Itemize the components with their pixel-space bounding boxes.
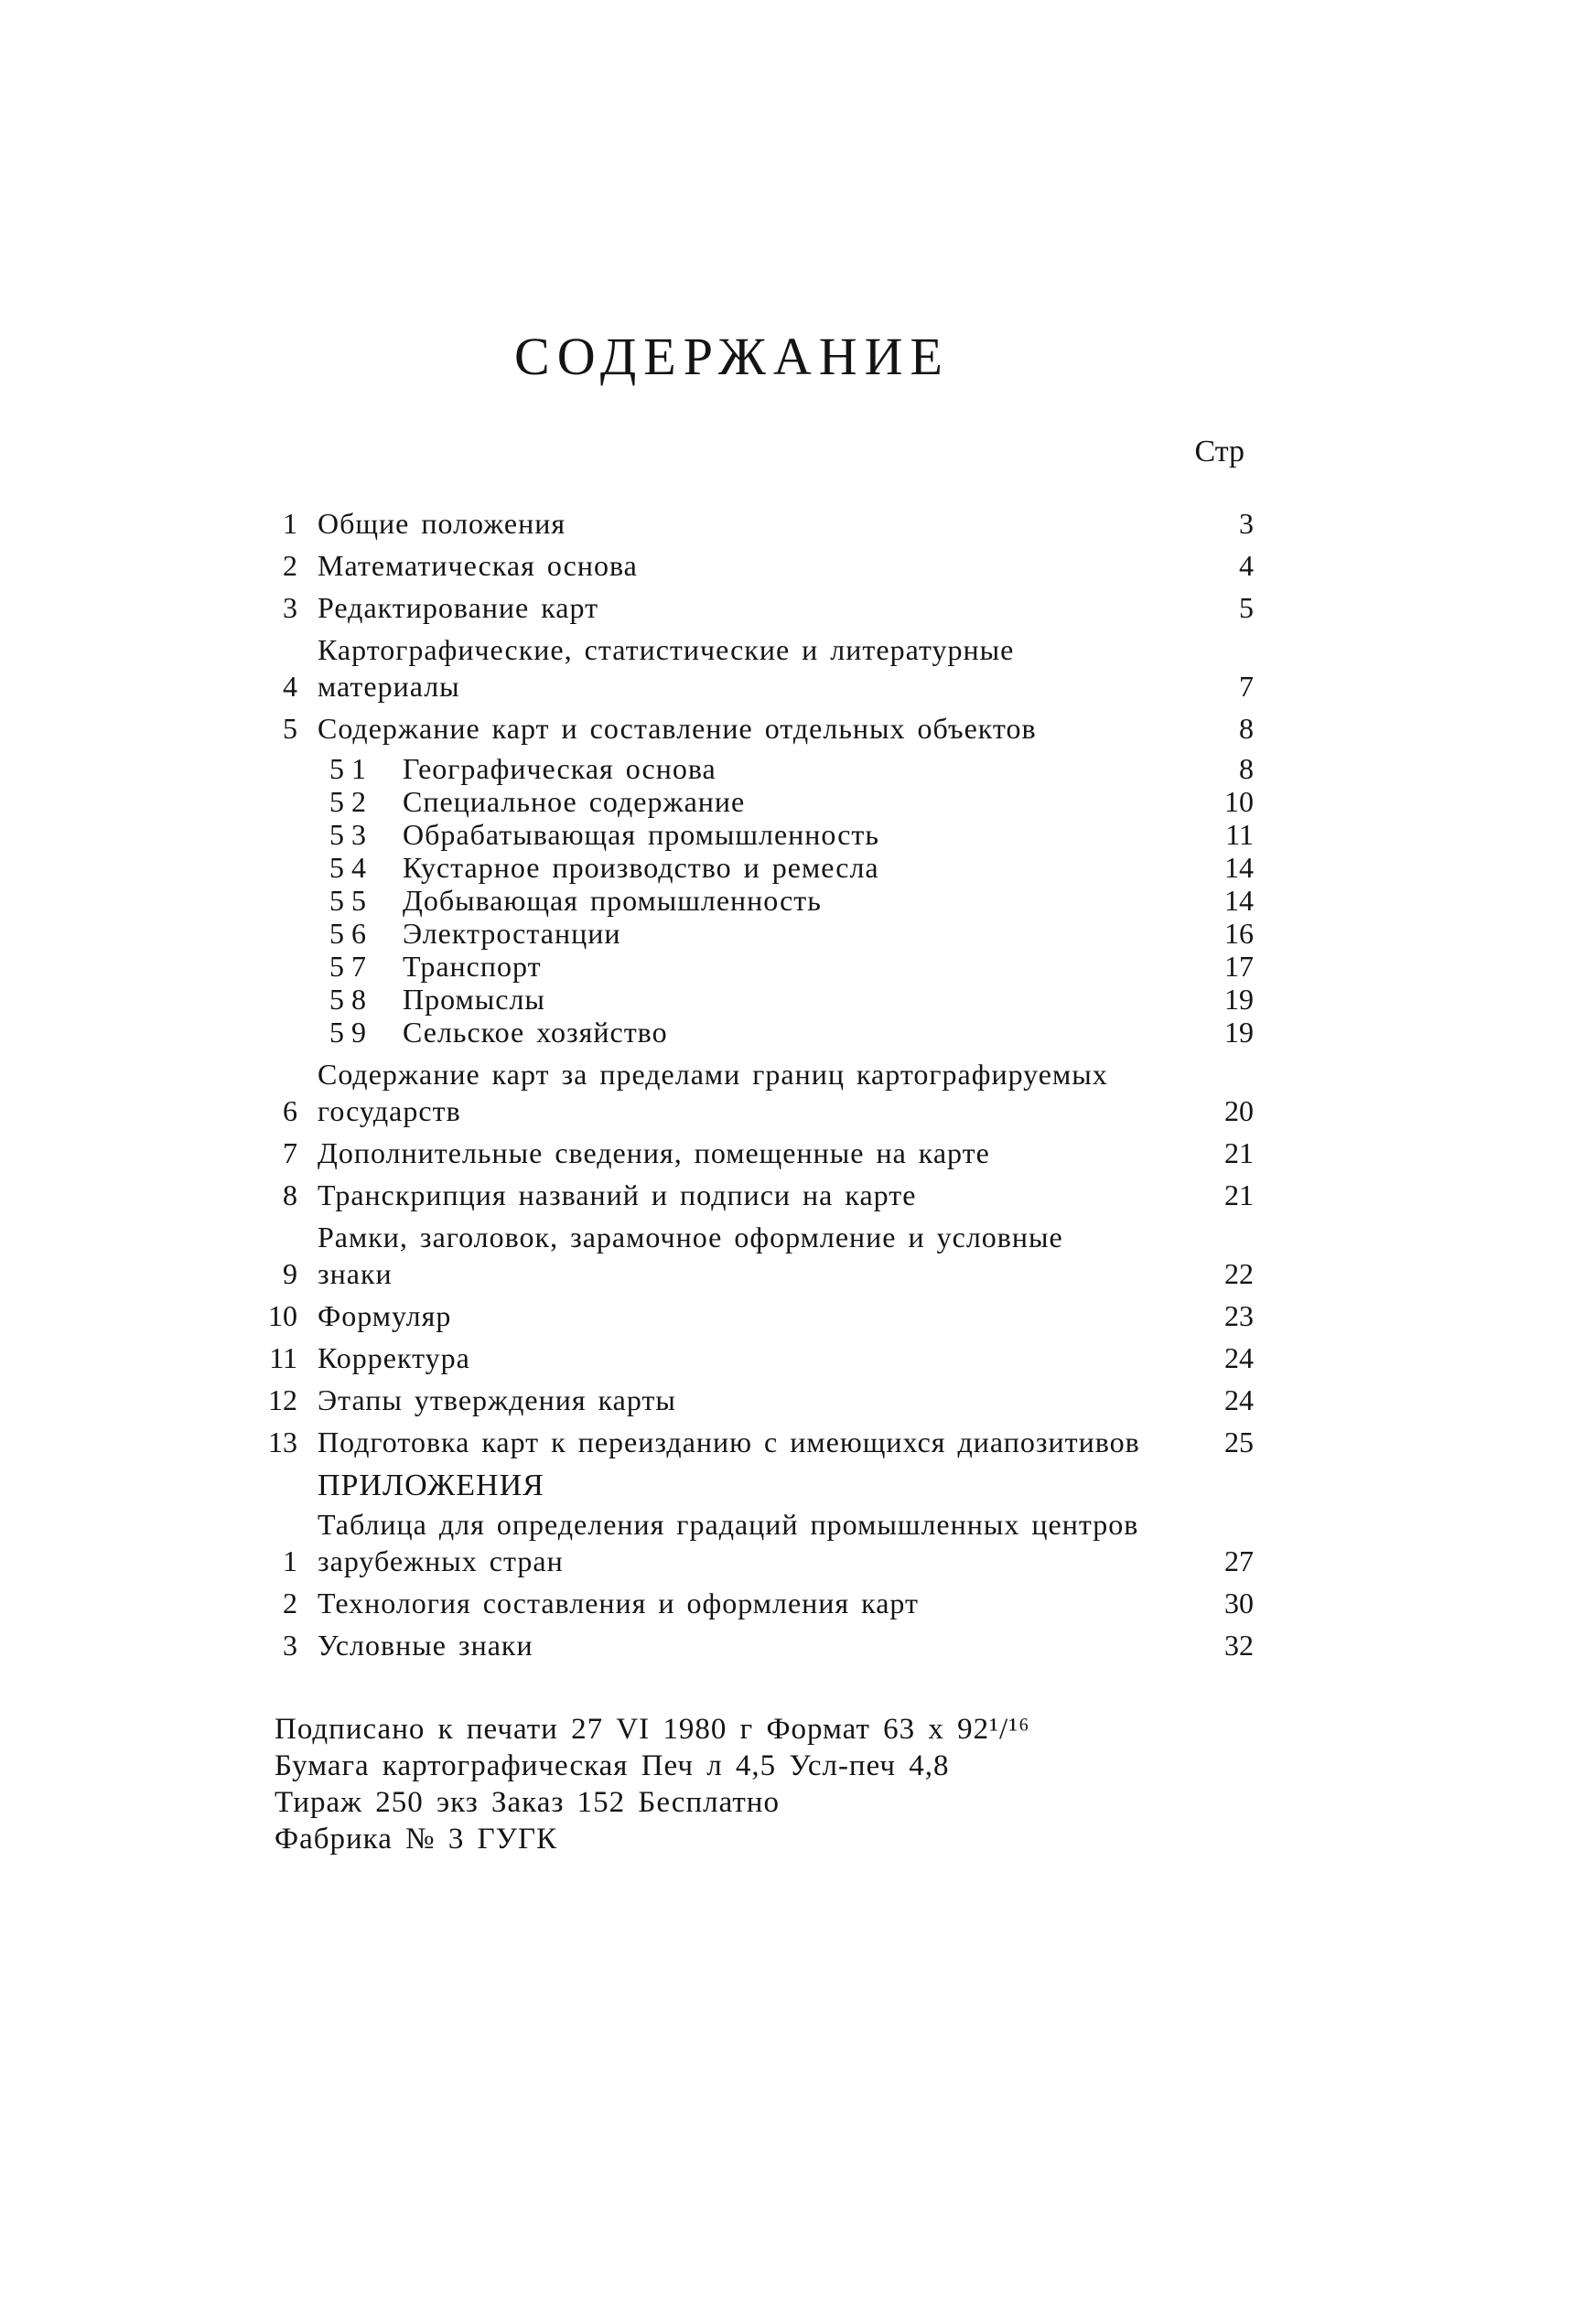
page-column-header: Стр bbox=[1194, 435, 1244, 468]
toc-entry-title: Картографические, статистические и литературные материалы bbox=[318, 633, 1015, 703]
toc-subentry-number: 5 5 bbox=[329, 884, 366, 917]
toc-subentry-title: Кустарное производство и ремесла bbox=[403, 851, 879, 884]
toc-entry-page: 23 bbox=[1224, 1299, 1254, 1332]
toc-subentry-title: Специальное содержание bbox=[403, 785, 746, 818]
toc-subentry-title: Обрабатывающая промышленность bbox=[403, 818, 879, 851]
toc-entry-page: 24 bbox=[1224, 1341, 1254, 1374]
appendix-entry-title: Технология составления и оформления карт bbox=[318, 1587, 919, 1619]
toc-entry-title: Содержание карт за пределами границ картографируемых государств bbox=[318, 1058, 1108, 1127]
subsection-list bbox=[247, 752, 1254, 1049]
toc-subentry-page: 11 bbox=[1225, 818, 1254, 851]
toc-entry bbox=[247, 547, 1254, 584]
toc-entry-number: 4 bbox=[283, 670, 297, 703]
toc-subentry-title: Сельское хозяйство bbox=[403, 1016, 668, 1049]
toc-subentry-page: 17 bbox=[1224, 950, 1254, 983]
toc-subentry bbox=[247, 917, 1254, 950]
toc-entry-page: 21 bbox=[1224, 1136, 1254, 1169]
toc-entry bbox=[247, 1135, 1254, 1171]
toc-entry bbox=[247, 505, 1254, 542]
appendix-entry-page: 32 bbox=[1224, 1629, 1254, 1662]
toc-entry-page: 7 bbox=[1239, 670, 1254, 703]
toc-subentry-page: 16 bbox=[1224, 917, 1254, 950]
toc-entry bbox=[247, 1177, 1254, 1213]
toc-entry-number: 13 bbox=[268, 1426, 297, 1458]
appendix-entry-title: Условные знаки bbox=[318, 1629, 533, 1662]
toc-entry bbox=[247, 1382, 1254, 1418]
toc-subentry-page: 19 bbox=[1224, 983, 1254, 1016]
toc-subentry-number: 5 3 bbox=[329, 818, 366, 851]
toc-entry-page: 3 bbox=[1239, 507, 1254, 540]
toc-entry-title: Транскрипция названий и подписи на карте bbox=[318, 1178, 917, 1211]
toc-subentry-title: Транспорт bbox=[403, 950, 542, 983]
imprint-line: Фабрика № 3 ГУГК bbox=[275, 1823, 558, 1856]
toc-entry bbox=[247, 589, 1254, 626]
page-title: СОДЕРЖАНИЕ bbox=[514, 327, 950, 386]
toc-subentry-number: 5 8 bbox=[329, 983, 366, 1016]
toc-entry-page: 22 bbox=[1224, 1257, 1254, 1290]
toc-entry-number: 10 bbox=[268, 1299, 297, 1332]
toc-subentry-page: 8 bbox=[1239, 752, 1254, 785]
appendix-entry bbox=[247, 1627, 1254, 1663]
toc-entry-page: 21 bbox=[1224, 1178, 1254, 1211]
toc-entry bbox=[247, 1056, 1254, 1129]
toc-entry-title: Рамки, заголовок, зарамочное оформление и условные знаки bbox=[318, 1221, 1063, 1290]
toc-subentry bbox=[247, 950, 1254, 983]
appendix-entry-page: 30 bbox=[1224, 1587, 1254, 1619]
toc-subentry-page: 14 bbox=[1224, 851, 1254, 884]
toc-entry-number: 7 bbox=[283, 1136, 297, 1169]
toc-entry-page: 25 bbox=[1224, 1426, 1254, 1458]
toc-entry-page: 5 bbox=[1239, 591, 1254, 624]
toc-entry bbox=[247, 1340, 1254, 1376]
toc-entry-title: Подготовка карт к переизданию с имеющихся диапозитивов bbox=[318, 1426, 1140, 1458]
toc-entry bbox=[247, 1297, 1254, 1334]
toc-entry-title: Математическая основа bbox=[318, 549, 638, 582]
appendix-entry bbox=[247, 1506, 1254, 1579]
toc-entry bbox=[247, 710, 1254, 747]
toc-subentry-number: 5 4 bbox=[329, 851, 366, 884]
toc-entry bbox=[247, 1424, 1254, 1460]
toc-subentry-title: Географическая основа bbox=[403, 752, 716, 785]
toc-entry-title: Содержание карт и составление отдельных объектов bbox=[318, 712, 1037, 745]
toc-subentry-number: 5 1 bbox=[329, 752, 366, 785]
toc-subentry bbox=[247, 884, 1254, 917]
toc-entry-page: 4 bbox=[1239, 549, 1254, 582]
toc-subentry-number: 5 9 bbox=[329, 1016, 366, 1049]
toc-entry-page: 24 bbox=[1224, 1383, 1254, 1416]
toc-entry-title: Дополнительные сведения, помещенные на карте bbox=[318, 1136, 990, 1169]
toc-subentry-page: 10 bbox=[1224, 785, 1254, 818]
toc-subentry bbox=[247, 1016, 1254, 1049]
toc-entry bbox=[247, 631, 1254, 705]
imprint-line: Тираж 250 экз Заказ 152 Бесплатно bbox=[275, 1786, 780, 1819]
toc-subentry-title: Электростанции bbox=[403, 917, 621, 950]
imprint-line: Подписано к печати 27 VI 1980 г Формат 63 x 92¹/¹⁶ bbox=[275, 1713, 1030, 1746]
appendix-heading: ПРИЛОЖЕНИЯ bbox=[318, 1469, 544, 1502]
toc-subentry-title: Промыслы bbox=[403, 983, 545, 1016]
toc-entry-number: 3 bbox=[283, 591, 297, 624]
toc-entry-page: 20 bbox=[1224, 1094, 1254, 1127]
toc-entry-number: 8 bbox=[283, 1178, 297, 1211]
toc-entry-number: 12 bbox=[268, 1383, 297, 1416]
toc-entry-number: 1 bbox=[283, 507, 297, 540]
toc-entry-title: Формуляр bbox=[318, 1299, 452, 1332]
toc-subentry bbox=[247, 851, 1254, 884]
appendix-entry-number: 1 bbox=[283, 1544, 297, 1577]
appendix-entry-page: 27 bbox=[1224, 1544, 1254, 1577]
toc-subentry-number: 5 2 bbox=[329, 785, 366, 818]
toc-entry-page: 8 bbox=[1239, 712, 1254, 745]
appendix-entry-number: 3 bbox=[283, 1629, 297, 1662]
toc-entry-number: 5 bbox=[283, 712, 297, 745]
imprint-line: Бумага картографическая Печ л 4,5 Усл-печ 4,8 bbox=[275, 1749, 950, 1782]
appendix-entry-title: Таблица для определения градаций промышленных центров зарубежных стран bbox=[318, 1508, 1139, 1577]
toc-subentry-number: 5 7 bbox=[329, 950, 366, 983]
toc-subentry bbox=[247, 983, 1254, 1016]
toc-entry bbox=[247, 1219, 1254, 1292]
appendix-entry bbox=[247, 1585, 1254, 1621]
toc-entry-number: 9 bbox=[283, 1257, 297, 1290]
toc-subentry-page: 19 bbox=[1224, 1016, 1254, 1049]
toc-entry-title: Корректура bbox=[318, 1341, 470, 1374]
toc-entry-title: Редактирование карт bbox=[318, 591, 599, 624]
appendix-entry-number: 2 bbox=[283, 1587, 297, 1619]
imprint-block bbox=[275, 1711, 1030, 1857]
toc-entry-number: 6 bbox=[283, 1094, 297, 1127]
toc-subentry-number: 5 6 bbox=[329, 917, 366, 950]
toc-entry-title: Этапы утверждения карты bbox=[318, 1383, 676, 1416]
toc-subentry bbox=[247, 818, 1254, 851]
table-of-contents bbox=[247, 505, 1254, 1669]
toc-subentry-title: Добывающая промышленность bbox=[403, 884, 822, 917]
toc-entry-title: Общие положения bbox=[318, 507, 566, 540]
toc-entry-number: 2 bbox=[283, 549, 297, 582]
toc-entry-number: 11 bbox=[269, 1341, 297, 1374]
toc-subentry bbox=[247, 785, 1254, 818]
toc-subentry bbox=[247, 752, 1254, 785]
toc-subentry-page: 14 bbox=[1224, 884, 1254, 917]
